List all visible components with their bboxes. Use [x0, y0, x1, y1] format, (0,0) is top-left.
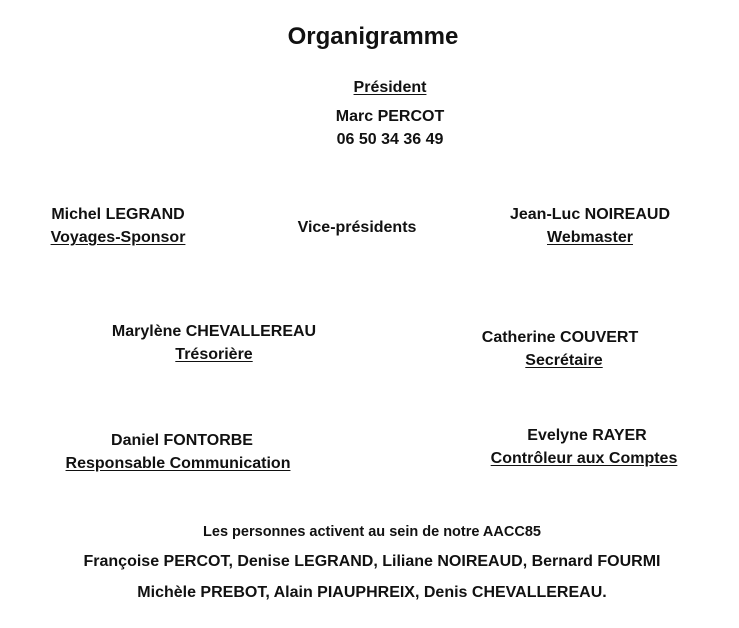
page-title: Organigramme: [287, 23, 459, 50]
member-name: Catherine COUVERT: [481, 329, 639, 346]
footer-line-2: Michèle PREBOT, Alain PIAUPHREIX, Denis CHEVALLEREAU.: [137, 584, 607, 601]
member-role: Responsable Communication: [65, 455, 291, 472]
member-role: Trésorière: [175, 346, 253, 363]
member-name: Daniel FONTORBE: [111, 432, 253, 449]
vice-presidents-label: Vice-présidents: [297, 219, 417, 236]
footer-line-1: Françoise PERCOT, Denise LEGRAND, Liliane NOIREAUD, Bernard FOURMI: [83, 553, 661, 570]
member-role: Voyages-Sponsor: [50, 229, 186, 246]
president-name: Marc PERCOT: [335, 108, 445, 125]
footer-intro: Les personnes activent au sein de notre AACC85: [203, 524, 541, 540]
member-name: Marylène CHEVALLEREAU: [111, 323, 317, 340]
president-phone: 06 50 34 36 49: [336, 131, 444, 148]
member-role: Webmaster: [547, 229, 633, 246]
member-role: Contrôleur aux Comptes: [490, 450, 678, 467]
member-name: Michel LEGRAND: [51, 206, 185, 223]
president-role: Président: [353, 79, 427, 96]
member-name: Jean-Luc NOIREAUD: [509, 206, 671, 223]
member-name: Evelyne RAYER: [527, 427, 647, 444]
member-role: Secrétaire: [525, 352, 603, 369]
